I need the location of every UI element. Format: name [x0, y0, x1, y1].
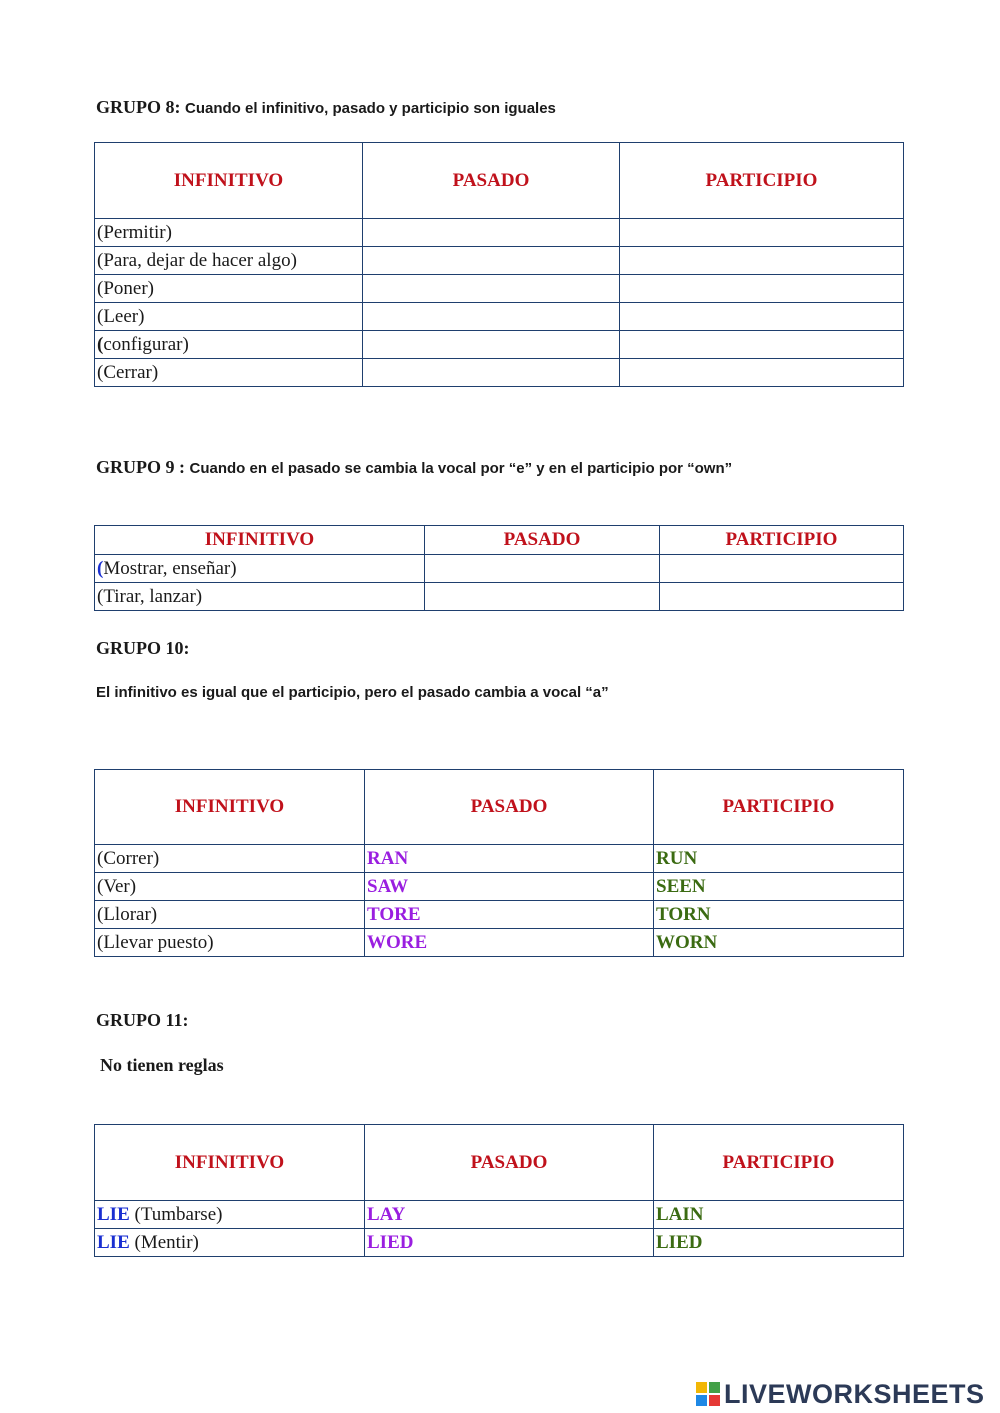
past-answer-cell[interactable]	[363, 247, 620, 275]
group9-subtitle: Cuando en el pasado se cambia la vocal por “e” y en el participio por “own”	[189, 460, 733, 477]
past-cell: TORE	[365, 901, 654, 929]
group9-table	[94, 525, 904, 611]
participle-answer-cell[interactable]	[620, 247, 904, 275]
infinitive-cell: (Poner)	[95, 275, 363, 303]
participle-cell: TORN	[654, 901, 904, 929]
verb-text: LIE	[97, 1231, 130, 1253]
past-cell: RAN	[365, 845, 654, 873]
blue-paren: (	[97, 557, 104, 579]
table-row	[95, 901, 904, 929]
infinitive-cell: (Llevar puesto)	[95, 929, 365, 957]
infinitive-cell: (Para, dejar de hacer algo)	[95, 247, 363, 275]
infinitive-cell: (Tirar, lanzar)	[95, 583, 425, 611]
header-infinitivo: INFINITIVO	[95, 526, 425, 555]
group10-table	[94, 769, 904, 957]
participle-answer-cell[interactable]	[660, 583, 904, 611]
table-row	[95, 1201, 904, 1229]
infinitive-cell: (Ver)	[95, 873, 365, 901]
table-row	[95, 873, 904, 901]
past-cell: LAY	[365, 1201, 654, 1229]
table-row	[95, 219, 904, 247]
group11-table	[94, 1124, 904, 1257]
participle-answer-cell[interactable]	[620, 219, 904, 247]
header-infinitivo: INFINITIVO	[95, 770, 365, 845]
group8-table	[94, 142, 904, 387]
logo-text: LIVEWORKSHEETS	[724, 1378, 985, 1409]
infinitive-cell: (Llorar)	[95, 901, 365, 929]
infinitive-cell: (Leer)	[95, 303, 363, 331]
table-row	[95, 845, 904, 873]
table-row	[95, 359, 904, 387]
table-row	[95, 929, 904, 957]
group11-subtitle: No tienen reglas	[100, 1055, 224, 1075]
header-pasado: PASADO	[365, 770, 654, 845]
infinitive-cell	[95, 1201, 365, 1229]
group8-title: GRUPO 8:	[96, 97, 181, 117]
group11-title: GRUPO 11:	[96, 1010, 189, 1030]
past-cell: LIED	[365, 1229, 654, 1257]
group8-heading	[96, 97, 556, 118]
group10-subtitle: El infinitivo es igual que el participio, pero el pasado cambia a vocal “a”	[96, 684, 609, 701]
infinitive-cell: (Cerrar)	[95, 359, 363, 387]
infinitive-cell: (Permitir)	[95, 219, 363, 247]
past-answer-cell[interactable]	[363, 359, 620, 387]
verb-text: LIE	[97, 1203, 130, 1225]
table-row	[95, 331, 904, 359]
participle-cell: LAIN	[654, 1201, 904, 1229]
meaning-text: (Mentir)	[134, 1231, 199, 1253]
participle-cell: SEEN	[654, 873, 904, 901]
past-answer-cell[interactable]	[363, 219, 620, 247]
header-infinitivo: INFINITIVO	[95, 1125, 365, 1201]
logo-mark-icon	[696, 1382, 720, 1406]
table-row	[95, 303, 904, 331]
past-answer-cell[interactable]	[425, 555, 660, 583]
table-row	[95, 555, 904, 583]
infinitive-text: configurar)	[103, 333, 189, 355]
infinitive-cell	[95, 331, 363, 359]
header-participio: PARTICIPIO	[660, 526, 904, 555]
participle-answer-cell[interactable]	[620, 275, 904, 303]
participle-cell: RUN	[654, 845, 904, 873]
participle-answer-cell[interactable]	[620, 303, 904, 331]
past-cell: SAW	[365, 873, 654, 901]
infinitive-text: Mostrar, enseñar)	[103, 557, 237, 579]
liveworksheets-logo	[696, 1377, 985, 1411]
participle-answer-cell[interactable]	[660, 555, 904, 583]
group9-title: GRUPO 9 :	[96, 457, 185, 477]
past-answer-cell[interactable]	[363, 275, 620, 303]
meaning-text: (Tumbarse)	[134, 1203, 223, 1225]
bold-paren: (	[97, 333, 104, 355]
header-infinitivo: INFINITIVO	[95, 143, 363, 219]
participle-cell: WORN	[654, 929, 904, 957]
table-row	[95, 275, 904, 303]
group9-heading	[96, 457, 732, 478]
header-participio: PARTICIPIO	[620, 143, 904, 219]
participle-cell: LIED	[654, 1229, 904, 1257]
past-answer-cell[interactable]	[363, 303, 620, 331]
participle-answer-cell[interactable]	[620, 359, 904, 387]
header-pasado: PASADO	[365, 1125, 654, 1201]
infinitive-cell	[95, 1229, 365, 1257]
group10-title: GRUPO 10:	[96, 638, 190, 658]
header-participio: PARTICIPIO	[654, 770, 904, 845]
table-row	[95, 583, 904, 611]
header-pasado: PASADO	[425, 526, 660, 555]
header-pasado: PASADO	[363, 143, 620, 219]
participle-answer-cell[interactable]	[620, 331, 904, 359]
group8-subtitle: Cuando el infinitivo, pasado y participio son iguales	[185, 100, 556, 117]
header-participio: PARTICIPIO	[654, 1125, 904, 1201]
table-row	[95, 1229, 904, 1257]
past-answer-cell[interactable]	[363, 331, 620, 359]
past-cell: WORE	[365, 929, 654, 957]
table-row	[95, 247, 904, 275]
infinitive-cell	[95, 555, 425, 583]
infinitive-cell: (Correr)	[95, 845, 365, 873]
past-answer-cell[interactable]	[425, 583, 660, 611]
